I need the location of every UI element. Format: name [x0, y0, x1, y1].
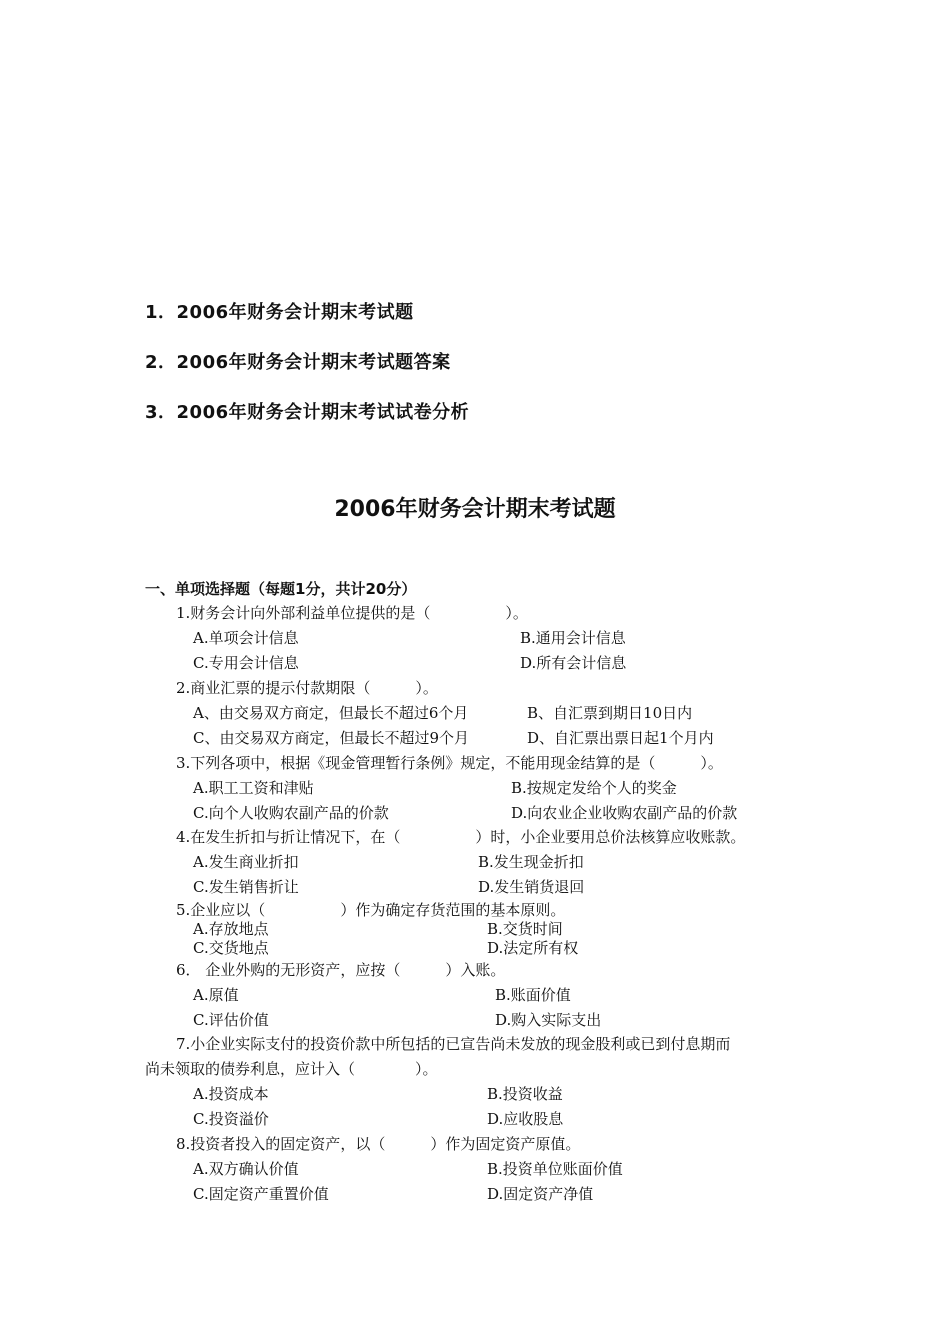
question-stem: 7.小企业实际支付的投资价款中所包括的已宣告尚未发放的现金股利或已到付息期而	[176, 1035, 731, 1053]
option-a: A.职工工资和津贴	[193, 779, 314, 797]
question-stem: 3.下列各项中，根据《现金管理暂行条例》规定，不能用现金结算的是（ ）。	[176, 754, 723, 772]
option-a: A、由交易双方商定，但最长不超过6个月	[193, 704, 469, 722]
option-a: A.原值	[193, 986, 239, 1004]
option-c: C.向个人收购农副产品的价款	[193, 804, 389, 822]
option-b: B.投资收益	[487, 1085, 563, 1103]
option-b: B.投资单位账面价值	[487, 1160, 623, 1178]
option-c: C.发生销售折让	[193, 878, 299, 896]
option-a: A.双方确认价值	[193, 1160, 299, 1178]
option-d: D.向农业企业收购农副产品的价款	[511, 804, 738, 822]
table-of-contents	[145, 300, 469, 450]
option-a: A.存放地点	[193, 920, 269, 938]
question-stem: 4.在发生折扣与折让情况下，在（ ）时，小企业要用总价法核算应收账款。	[176, 828, 746, 846]
option-a: A.单项会计信息	[193, 629, 299, 647]
option-b: B、自汇票到期日10日内	[527, 704, 693, 722]
toc-item: 2．2006年财务会计期末考试题答案	[145, 352, 451, 373]
page-title: 2006年财务会计期末考试题	[334, 497, 616, 522]
option-c: C.交货地点	[193, 939, 269, 957]
option-c: C.评估价值	[193, 1011, 269, 1029]
option-c: C.固定资产重置价值	[193, 1185, 329, 1203]
option-c: C、由交易双方商定，但最长不超过9个月	[193, 729, 470, 747]
question-stem: 5.企业应以（ ）作为确定存货范围的基本原则。	[176, 901, 566, 919]
toc-item: 1．2006年财务会计期末考试题	[145, 302, 414, 323]
option-b: B.通用会计信息	[520, 629, 626, 647]
question-stem-continued: 尚未领取的债券利息，应计入（ ）。	[145, 1060, 438, 1078]
question-stem: 6． 企业外购的无形资产，应按（ ）入账。	[176, 961, 506, 979]
option-c: C.专用会计信息	[193, 654, 299, 672]
option-d: D.固定资产净值	[487, 1185, 594, 1203]
option-c: C.投资溢价	[193, 1110, 269, 1128]
option-d: D.购入实际支出	[495, 1011, 602, 1029]
option-b: B.交货时间	[487, 920, 563, 938]
section-heading: 一、单项选择题（每题1分，共计20分）	[145, 580, 417, 598]
option-b: B.按规定发给个人的奖金	[511, 779, 677, 797]
question-stem: 8.投资者投入的固定资产，以（ ）作为固定资产原值。	[176, 1135, 581, 1153]
option-d: D.法定所有权	[487, 939, 579, 957]
option-b: B.发生现金折扣	[478, 853, 584, 871]
option-a: A.发生商业折扣	[193, 853, 299, 871]
option-d: D.发生销货退回	[478, 878, 585, 896]
toc-item: 3．2006年财务会计期末考试试卷分析	[145, 402, 470, 423]
question-stem: 2.商业汇票的提示付款期限（ ）。	[176, 679, 438, 697]
question-stem: 1.财务会计向外部利益单位提供的是（ ）。	[176, 604, 528, 622]
option-b: B.账面价值	[495, 986, 571, 1004]
option-d: D.应收股息	[487, 1110, 564, 1128]
option-a: A.投资成本	[193, 1085, 269, 1103]
option-d: D、自汇票出票日起1个月内	[527, 729, 714, 747]
option-d: D.所有会计信息	[520, 654, 627, 672]
